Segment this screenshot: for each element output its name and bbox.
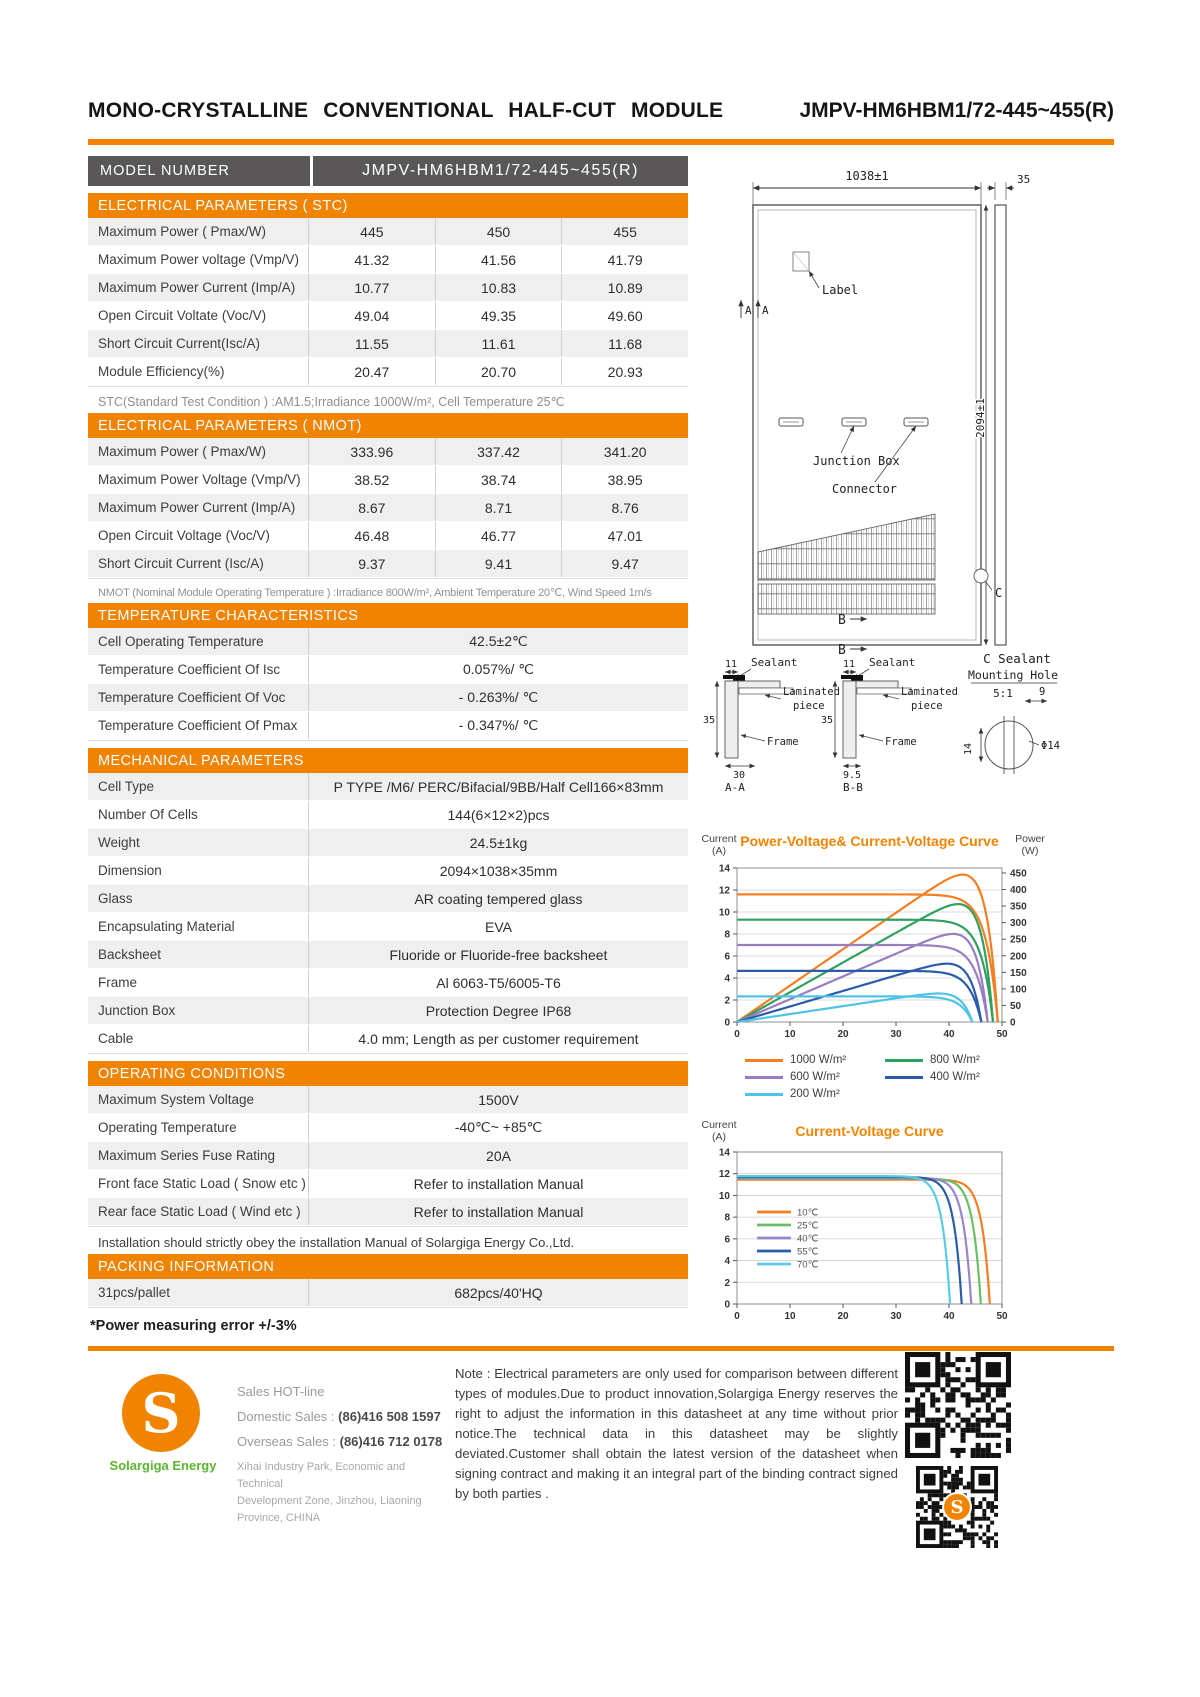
legend-item <box>885 1054 1025 1066</box>
model-number-value: JMPV-HM6HBM1/72-445~455(R) <box>362 162 639 179</box>
svg-text:10℃: 10℃ <box>797 1207 819 1219</box>
pv-iv-curve-chart <box>695 830 1175 1045</box>
legend-swatch <box>745 1059 783 1062</box>
svg-text:10: 10 <box>718 1190 730 1202</box>
row-value: Fluoride or Fluoride-free backsheet <box>308 941 688 968</box>
header-divider <box>88 139 1114 145</box>
cc-scale: 5:1 <box>993 687 1013 700</box>
section-a-mark-1: A <box>745 304 752 317</box>
row-label: Open Circuit Voltate (Voc/V) <box>98 308 267 323</box>
power-tolerance-note: *Power measuring error +/-3% <box>90 1318 297 1334</box>
aa-name: A-A <box>725 781 745 794</box>
legend-label: 400 W/m² <box>930 1071 980 1083</box>
table-row <box>88 1114 688 1142</box>
bb-frame-label: Frame <box>885 736 917 748</box>
address-line-3: Province, CHINA <box>237 1512 321 1525</box>
aa-sealant-shape <box>723 675 745 681</box>
svg-text:0: 0 <box>734 1311 740 1322</box>
company-logo <box>122 1374 200 1452</box>
table-row <box>88 494 688 522</box>
row-label: Dimension <box>98 863 162 878</box>
row-value: 337.42 <box>435 438 562 465</box>
table-row <box>88 857 688 885</box>
row-label: Short Circuit Current (Isc/A) <box>98 556 264 571</box>
bb-dim-9-5: 9.5 <box>842 770 862 781</box>
svg-text:50: 50 <box>996 1029 1008 1040</box>
legend-label: 1000 W/m² <box>790 1054 847 1066</box>
svg-text:0: 0 <box>724 1299 730 1311</box>
nmot-table <box>88 438 688 579</box>
detail-c-mounting-hole <box>963 651 1060 774</box>
cross-section-a-a <box>703 656 840 794</box>
table-row <box>88 829 688 857</box>
bb-sealant-shape <box>841 675 863 681</box>
row-value: 49.04 <box>308 302 435 329</box>
row-label: Encapsulating Material <box>98 919 235 934</box>
svg-text:0: 0 <box>724 1017 730 1029</box>
row-label: Maximum Power Voltage (Vmp/V) <box>98 472 301 487</box>
table-row <box>88 885 688 913</box>
table-row <box>88 274 688 302</box>
legend-label: 600 W/m² <box>790 1071 840 1083</box>
logo-letter: S <box>141 1381 181 1445</box>
row-value: 20A <box>308 1142 688 1169</box>
legend-swatch <box>745 1093 783 1096</box>
row-value: 41.32 <box>308 246 435 273</box>
svg-text:(A): (A) <box>712 845 726 857</box>
row-value: Refer to installation Manual <box>308 1198 688 1225</box>
svg-text:Power-Voltage& Current-Voltage: Power-Voltage& Current-Voltage Curve <box>740 833 999 849</box>
row-value: 8.76 <box>561 494 688 521</box>
table-row <box>88 218 688 246</box>
aa-sealant-label: Sealant <box>751 656 798 669</box>
row-value: - 0.263%/ ℃ <box>308 684 688 711</box>
row-label: Glass <box>98 891 133 906</box>
row-value: 9.41 <box>435 550 562 577</box>
svg-text:S: S <box>950 1497 964 1518</box>
row-value: 10.89 <box>561 274 688 301</box>
iv-temperature-chart <box>695 1116 1175 1328</box>
row-value: 10.83 <box>435 274 562 301</box>
row-value: 341.20 <box>561 438 688 465</box>
table-row <box>88 438 688 466</box>
table-row <box>88 773 688 801</box>
aa-dim-30: 30 <box>732 770 746 781</box>
table-row <box>88 330 688 358</box>
svg-text:30: 30 <box>890 1029 902 1040</box>
section-b-mark-1: B <box>838 613 846 628</box>
row-value: 46.48 <box>308 522 435 549</box>
row-value: 8.67 <box>308 494 435 521</box>
row-value: 38.95 <box>561 466 688 493</box>
overseas-sales-label: Overseas Sales : <box>237 1434 340 1449</box>
legend-label: 800 W/m² <box>930 1054 980 1066</box>
address-line-1: Xihai Industry Park, Economic and Technical <box>237 1461 406 1491</box>
junction-box-marks <box>779 418 928 426</box>
operating-table <box>88 1086 688 1227</box>
row-value: 20.70 <box>435 358 562 385</box>
legend-swatch <box>885 1076 923 1079</box>
svg-text:350: 350 <box>1010 901 1027 913</box>
stc-note: STC(Standard Test Condition ) :AM1.5;Irradiance 1000W/m², Cell Temperature 25℃ <box>98 395 565 409</box>
row-label: 31pcs/pallet <box>98 1285 171 1300</box>
aa-dim-35: 35 <box>703 715 716 726</box>
table-row <box>88 628 688 656</box>
row-label: Number Of Cells <box>98 807 198 822</box>
legend-item <box>885 1071 1025 1083</box>
section-header-mechanical: MECHANICAL PARAMETERS <box>88 748 688 773</box>
row-label: Maximum Power Current (Imp/A) <box>98 280 296 295</box>
bb-name: B-B <box>843 781 863 794</box>
table-row <box>88 997 688 1025</box>
svg-text:300: 300 <box>1010 918 1027 930</box>
row-label: Open Circuit Voltage (Voc/V) <box>98 528 270 543</box>
contact-block <box>237 1384 447 1527</box>
table-row <box>88 941 688 969</box>
page-title <box>88 99 1114 123</box>
row-label: Temperature Coefficient Of Isc <box>98 662 281 677</box>
svg-text:70℃: 70℃ <box>797 1259 819 1271</box>
qr-code-primary <box>905 1352 1011 1458</box>
module-technical-drawing <box>695 160 1185 810</box>
row-label: Maximum Power ( Pmax/W) <box>98 224 267 239</box>
svg-text:450: 450 <box>1010 868 1027 880</box>
table-row <box>88 246 688 274</box>
row-value: 9.37 <box>308 550 435 577</box>
row-label: Maximum Power voltage (Vmp/V) <box>98 252 300 267</box>
row-label: Front face Static Load ( Snow etc ) <box>98 1176 306 1191</box>
junction-box-label: Junction Box <box>813 454 900 468</box>
row-value: - 0.347%/ ℃ <box>308 712 688 739</box>
bb-sealant-label: Sealant <box>869 656 916 669</box>
row-value: Al 6063-T5/6005-T6 <box>308 969 688 996</box>
row-value: P TYPE /M6/ PERC/Bifacial/9BB/Half Cell166×83mm <box>308 773 688 800</box>
row-label: Maximum System Voltage <box>98 1092 255 1107</box>
bb-dim-11: 11 <box>842 659 856 670</box>
row-value: 4.0 mm; Length as per customer requirement <box>308 1025 688 1052</box>
legend-item <box>745 1054 885 1066</box>
svg-text:0: 0 <box>734 1029 740 1040</box>
table-row <box>88 656 688 684</box>
row-label: Maximum Series Fuse Rating <box>98 1148 276 1163</box>
section-header-packing: PACKING INFORMATION <box>88 1254 688 1279</box>
legend-swatch <box>885 1059 923 1062</box>
svg-text:4: 4 <box>724 973 730 985</box>
title-product: MONO-CRYSTALLINE CONVENTIONAL HALF-CUT MODULE <box>88 99 724 122</box>
svg-text:55℃: 55℃ <box>797 1246 819 1258</box>
row-label: Cell Operating Temperature <box>98 634 264 649</box>
svg-text:Current: Current <box>701 833 737 845</box>
cross-section-b-b <box>821 656 958 794</box>
row-value: 49.35 <box>435 302 562 329</box>
bb-dim-35: 35 <box>821 715 834 726</box>
row-label: Module Efficiency(%) <box>98 364 225 379</box>
svg-text:12: 12 <box>718 885 730 897</box>
legend-item <box>745 1088 885 1100</box>
cell-hatch-lower <box>758 584 935 614</box>
connector-label: Connector <box>832 482 898 496</box>
svg-text:10: 10 <box>718 907 730 919</box>
overseas-sales-line <box>237 1434 447 1449</box>
svg-text:8: 8 <box>724 1212 730 1224</box>
legend-swatch <box>745 1076 783 1079</box>
row-value: 333.96 <box>308 438 435 465</box>
legend-item <box>745 1071 885 1083</box>
installation-note: Installation should strictly obey the installation Manual of Solargiga Energy Co.,Ltd. <box>98 1235 575 1250</box>
svg-text:50: 50 <box>1010 1000 1022 1012</box>
row-value: AR coating tempered glass <box>308 885 688 912</box>
svg-text:6: 6 <box>724 1234 730 1246</box>
model-number-bar <box>88 156 688 186</box>
aa-laminated-label: Laminated <box>783 686 840 698</box>
spec-tables <box>88 156 688 1334</box>
dim-height-label: 2094±1 <box>974 398 987 438</box>
svg-text:4: 4 <box>724 1256 730 1268</box>
row-value: 38.52 <box>308 466 435 493</box>
svg-text:0: 0 <box>1010 1017 1016 1029</box>
row-value: 9.47 <box>561 550 688 577</box>
table-row <box>88 969 688 997</box>
aa-frame-label: Frame <box>767 736 799 748</box>
row-value: EVA <box>308 913 688 940</box>
svg-text:20: 20 <box>837 1311 849 1322</box>
stc-table <box>88 218 688 387</box>
row-label: Short Circuit Current(Isc/A) <box>98 336 261 351</box>
row-label: Junction Box <box>98 1003 176 1018</box>
dim-width-label: 1038±1 <box>845 169 889 183</box>
nmot-note: NMOT (Nominal Module Operating Temperature ) :Irradiance 800W/m², Ambient Temperature 20℃, Wind Speed 1m/s <box>98 587 652 599</box>
row-label: Frame <box>98 975 138 990</box>
row-label: Temperature Coefficient Of Voc <box>98 690 286 705</box>
model-number-label: MODEL NUMBER <box>88 156 313 186</box>
table-row <box>88 1025 688 1053</box>
mechanical-table <box>88 773 688 1054</box>
svg-text:50: 50 <box>996 1311 1008 1322</box>
qr-code-secondary <box>916 1466 998 1548</box>
section-a-mark-2: A <box>762 304 769 317</box>
detail-c-mark: C <box>995 586 1003 600</box>
dim-frame-depth-label: 35 <box>1017 173 1031 186</box>
row-value: 38.74 <box>435 466 562 493</box>
svg-text:250: 250 <box>1010 934 1027 946</box>
svg-text:400: 400 <box>1010 885 1027 897</box>
svg-text:Current: Current <box>701 1119 737 1131</box>
table-row <box>88 550 688 578</box>
svg-text:20: 20 <box>837 1029 849 1040</box>
row-label: Weight <box>98 835 140 850</box>
legal-note: Note : Electrical parameters are only used for comparison between different types of modules.Due to product innovation,Solargiga Energy reserves the right to adjust the information in this datasheet at any time without prior notice.The technical data in this datasheet may be slightly deviated.Customer shall obtain the latest version of the datasheet when signing contract and making it an integral part of the binding contract signed by both parties . <box>455 1366 898 1502</box>
table-row <box>88 1086 688 1114</box>
section-header-nmot: ELECTRICAL PARAMETERS ( NMOT) <box>88 413 688 438</box>
row-label: Cell Type <box>98 779 155 794</box>
svg-text:8: 8 <box>724 929 730 941</box>
row-value: 10.77 <box>308 274 435 301</box>
bb-piece-label: piece <box>911 700 943 712</box>
row-value: 20.93 <box>561 358 688 385</box>
row-label: Rear face Static Load ( Wind etc ) <box>98 1204 301 1219</box>
row-value: 450 <box>435 218 562 245</box>
legend-label: 200 W/m² <box>790 1088 840 1100</box>
row-value: 24.5±1kg <box>308 829 688 856</box>
cc-subtitle: Mounting Hole <box>967 668 1059 682</box>
svg-text:2: 2 <box>724 995 730 1007</box>
svg-text:100: 100 <box>1010 984 1027 996</box>
svg-text:12: 12 <box>718 1169 730 1181</box>
module-front-view <box>741 169 1030 658</box>
table-row <box>88 302 688 330</box>
svg-text:Current-Voltage Curve: Current-Voltage Curve <box>795 1123 944 1139</box>
svg-text:6: 6 <box>724 951 730 963</box>
title-model: JMPV-HM6HBM1/72-445~455(R) <box>799 99 1114 122</box>
svg-text:10: 10 <box>784 1311 796 1322</box>
row-value: 11.55 <box>308 330 435 357</box>
table-row <box>88 522 688 550</box>
table-row <box>88 1142 688 1170</box>
domestic-sales-number: (86)416 508 1597 <box>338 1409 441 1424</box>
svg-text:40: 40 <box>943 1029 955 1040</box>
row-value: 41.56 <box>435 246 562 273</box>
address-line-2: Development Zone, Jinzhou, Liaoning <box>237 1495 422 1508</box>
hotline-label: Sales HOT-line <box>237 1384 325 1399</box>
row-value: 2094×1038×35mm <box>308 857 688 884</box>
footer-divider <box>88 1346 1114 1351</box>
cc-dim-9: 9 <box>1039 686 1046 698</box>
row-label: Backsheet <box>98 947 162 962</box>
svg-text:(A): (A) <box>712 1131 726 1143</box>
svg-text:200: 200 <box>1010 951 1027 963</box>
row-label: Operating Temperature <box>98 1120 237 1135</box>
table-row <box>88 466 688 494</box>
svg-text:40℃: 40℃ <box>797 1233 819 1245</box>
section-header-temperature: TEMPERATURE CHARACTERISTICS <box>88 603 688 628</box>
svg-text:Power: Power <box>1015 833 1045 845</box>
brand-name: Solargiga Energy <box>109 1458 217 1473</box>
overseas-sales-number: (86)416 712 0178 <box>339 1434 443 1449</box>
table-row <box>88 1198 688 1226</box>
aa-piece-label: piece <box>793 700 825 712</box>
svg-text:14: 14 <box>718 863 730 875</box>
section-header-operating: OPERATING CONDITIONS <box>88 1061 688 1086</box>
row-value: 144(6×12×2)pcs <box>308 801 688 828</box>
row-label: Temperature Coefficient Of Pmax <box>98 718 298 733</box>
row-value: 46.77 <box>435 522 562 549</box>
section-header-stc: ELECTRICAL PARAMETERS ( STC) <box>88 193 688 218</box>
row-value: Protection Degree IP68 <box>308 997 688 1024</box>
table-row <box>88 358 688 386</box>
irradiance-legend <box>745 1054 1025 1100</box>
row-value: -40℃~ +85℃ <box>308 1114 688 1141</box>
svg-text:40: 40 <box>943 1311 955 1322</box>
row-value: 682pcs/40'HQ <box>308 1279 688 1306</box>
cc-title: C Sealant <box>983 651 1051 666</box>
packing-table <box>88 1279 688 1308</box>
domestic-sales-label: Domestic Sales : <box>237 1409 339 1424</box>
svg-text:25℃: 25℃ <box>797 1220 819 1232</box>
svg-text:14: 14 <box>718 1147 730 1159</box>
cc-phi-14: Φ14 <box>1041 740 1060 752</box>
row-value: 0.057%/ ℃ <box>308 656 688 683</box>
row-value: Refer to installation Manual <box>308 1170 688 1197</box>
row-label: Maximum Power ( Pmax/W) <box>98 444 267 459</box>
row-value: 8.71 <box>435 494 562 521</box>
bb-laminated-label: Laminated <box>901 686 958 698</box>
row-value: 49.60 <box>561 302 688 329</box>
row-value: 11.61 <box>435 330 562 357</box>
row-value: 41.79 <box>561 246 688 273</box>
row-value: 11.68 <box>561 330 688 357</box>
temperature-table <box>88 628 688 741</box>
row-value: 445 <box>308 218 435 245</box>
section-b-mark-2: B <box>838 643 846 658</box>
table-row <box>88 684 688 712</box>
table-row <box>88 913 688 941</box>
table-row <box>88 712 688 740</box>
row-value: 455 <box>561 218 688 245</box>
table-row <box>88 801 688 829</box>
row-label: Cable <box>98 1031 134 1046</box>
row-value: 1500V <box>308 1086 688 1113</box>
row-value: 42.5±2℃ <box>308 628 688 655</box>
table-row <box>88 1279 688 1307</box>
domestic-sales-line <box>237 1409 447 1424</box>
cc-dim-14: 14 <box>963 742 974 756</box>
label-text: Label <box>822 283 859 297</box>
table-row <box>88 1170 688 1198</box>
row-value: 20.47 <box>308 358 435 385</box>
svg-text:150: 150 <box>1010 967 1027 979</box>
svg-text:10: 10 <box>784 1029 796 1040</box>
row-value: 47.01 <box>561 522 688 549</box>
row-label: Maximum Power Current (Imp/A) <box>98 500 296 515</box>
svg-text:2: 2 <box>724 1277 730 1289</box>
svg-text:(W): (W) <box>1021 845 1039 857</box>
svg-text:30: 30 <box>890 1311 902 1322</box>
aa-dim-11: 11 <box>724 659 738 670</box>
